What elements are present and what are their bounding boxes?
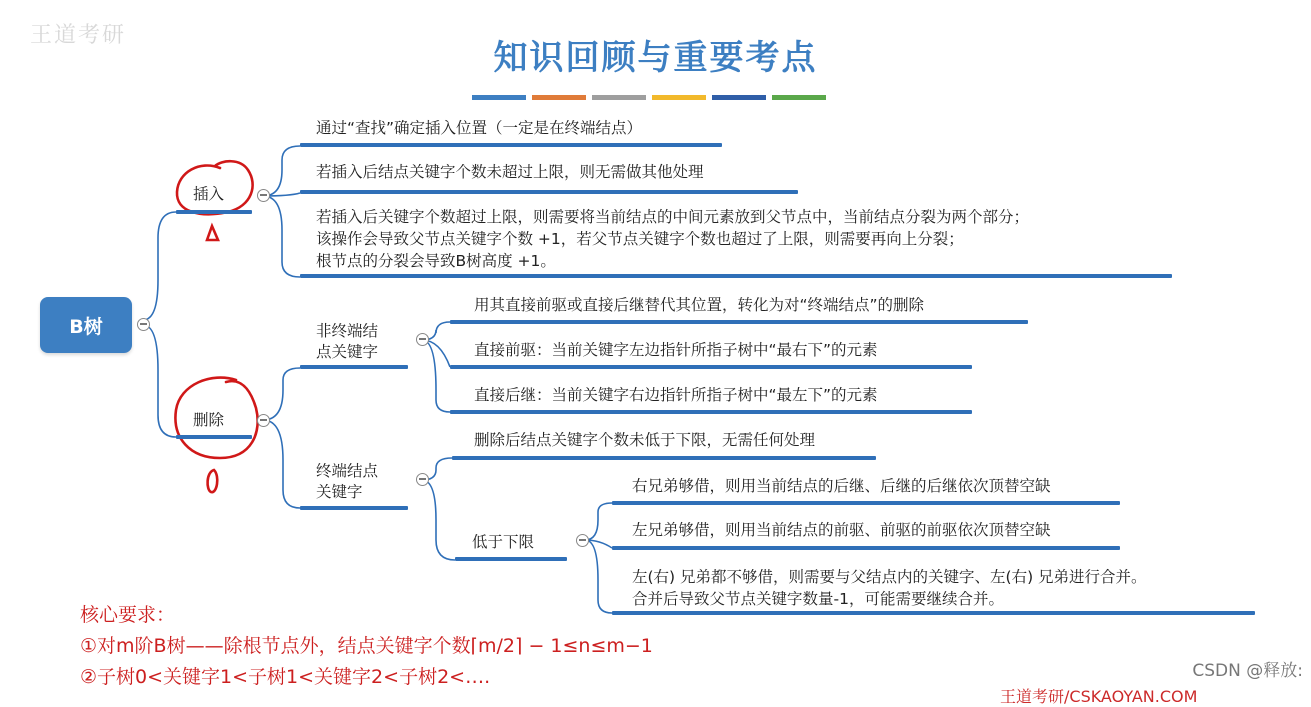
collapse-toggle-terminal[interactable] [416,473,429,486]
below-item-1: 右兄弟够借，则用当前结点的后继、后继的后继依次顶替空缺 [632,477,1051,495]
nonterminal-item-1-underline [450,320,1028,324]
footer-brand: 王道考研/CSKAOYAN.COM [1000,687,1198,706]
terminal-underline [300,506,408,510]
branch-delete-underline [176,435,252,439]
nonterminal-item-2: 直接前驱：当前关键字左边指针所指子树中“最右下”的元素 [474,341,878,359]
link-delete-terminal [263,420,300,508]
page-title: 知识回顾与重要考点 [493,38,818,78]
core-line-1: ①对m阶B树——除根节点外，结点关键字个数⌈m/2⌉ − 1≤n≤m−1 [80,635,653,657]
nonterminal-underline [300,365,408,369]
collapse-toggle-insert[interactable] [257,189,270,202]
below-lower-underline [455,557,567,561]
link-insert-item3 [263,196,300,277]
nonterminal-item-3-underline [450,410,972,414]
branch-insert-underline [176,210,252,214]
below-item-2-underline [612,546,1120,550]
core-heading: 核心要求： [80,604,176,626]
nonterminal-item-3: 直接后继：当前关键字右边指针所指子树中“最左下”的元素 [474,386,878,404]
below-item-3-line1: 左(右) 兄弟都不够借，则需要与父结点内的关键字、左(右) 兄弟进行合并。 [632,568,1147,586]
branch-insert-label: 插入 [193,185,225,203]
insert-item-3-line2: 该操作会导致父节点关键字个数 +1，若父节点关键字个数也超过了上限，则需要再向上分裂； [316,230,964,248]
brand-logo: 王道考研 [30,23,127,48]
collapse-toggle-root[interactable] [137,318,150,331]
link-insert-item1 [263,146,300,196]
core-line-2: ②子树0<关键字1<子树1<关键字2<子树2<…. [80,666,491,688]
below-item-3-underline [612,611,1255,615]
root-node-btree[interactable]: B树 [40,297,132,353]
collapse-toggle-nonterminal[interactable] [416,333,429,346]
collapse-toggle-below-lower[interactable] [576,534,589,547]
nonterminal-label-line2: 点关键字 [316,343,379,361]
insert-item-3-underline [300,274,1172,278]
insert-item-2-underline [300,190,798,194]
terminal-item-1: 删除后结点关键字个数未低于下限，无需任何处理 [474,431,816,449]
nonterminal-label-line1: 非终端结 [316,322,379,340]
nonterminal-item-2-underline [450,365,972,369]
terminal-label-line1: 终端结点 [316,462,379,480]
insert-item-3-line1: 若插入后关键字个数超过上限，则需要将当前结点的中间元素放到父节点中，当前结点分裂为两个部分； [316,208,1030,226]
link-root-delete [143,325,176,437]
insert-item-3-line3: 根节点的分裂会导致B树高度 +1。 [316,252,556,270]
csdn-watermark: CSDN @释放: [1192,661,1303,681]
annotation-mark-delete [208,470,218,492]
below-lower-label: 低于下限 [472,533,535,551]
insert-item-1-underline [300,143,722,147]
terminal-label-line2: 关键字 [316,483,363,501]
link-nonterminal-item3 [422,340,450,412]
link-root-insert [143,212,176,320]
link-delete-nonterminal [263,368,300,420]
below-item-1-underline [612,501,1120,505]
annotation-mark-insert [207,226,218,240]
insert-item-2: 若插入后结点关键字个数未超过上限，则无需做其他处理 [316,163,704,181]
below-item-3-line2: 合并后导致父节点关键字数量-1，可能需要继续合并。 [632,590,1004,608]
core-requirements [80,600,653,693]
nonterminal-item-1: 用其直接前驱或直接后继替代其位置，转化为对“终端结点”的删除 [474,296,925,314]
below-item-2: 左兄弟够借，则用当前结点的前驱、前驱的前驱依次顶替空缺 [632,521,1051,539]
link-terminal-below [422,480,455,560]
link-below-item1 [585,503,612,540]
collapse-toggle-delete[interactable] [257,414,270,427]
insert-item-1: 通过“查找”确定插入位置（一定是在终端结点） [316,119,643,137]
branch-delete-label: 删除 [193,411,225,429]
terminal-item-1-underline [452,456,876,460]
